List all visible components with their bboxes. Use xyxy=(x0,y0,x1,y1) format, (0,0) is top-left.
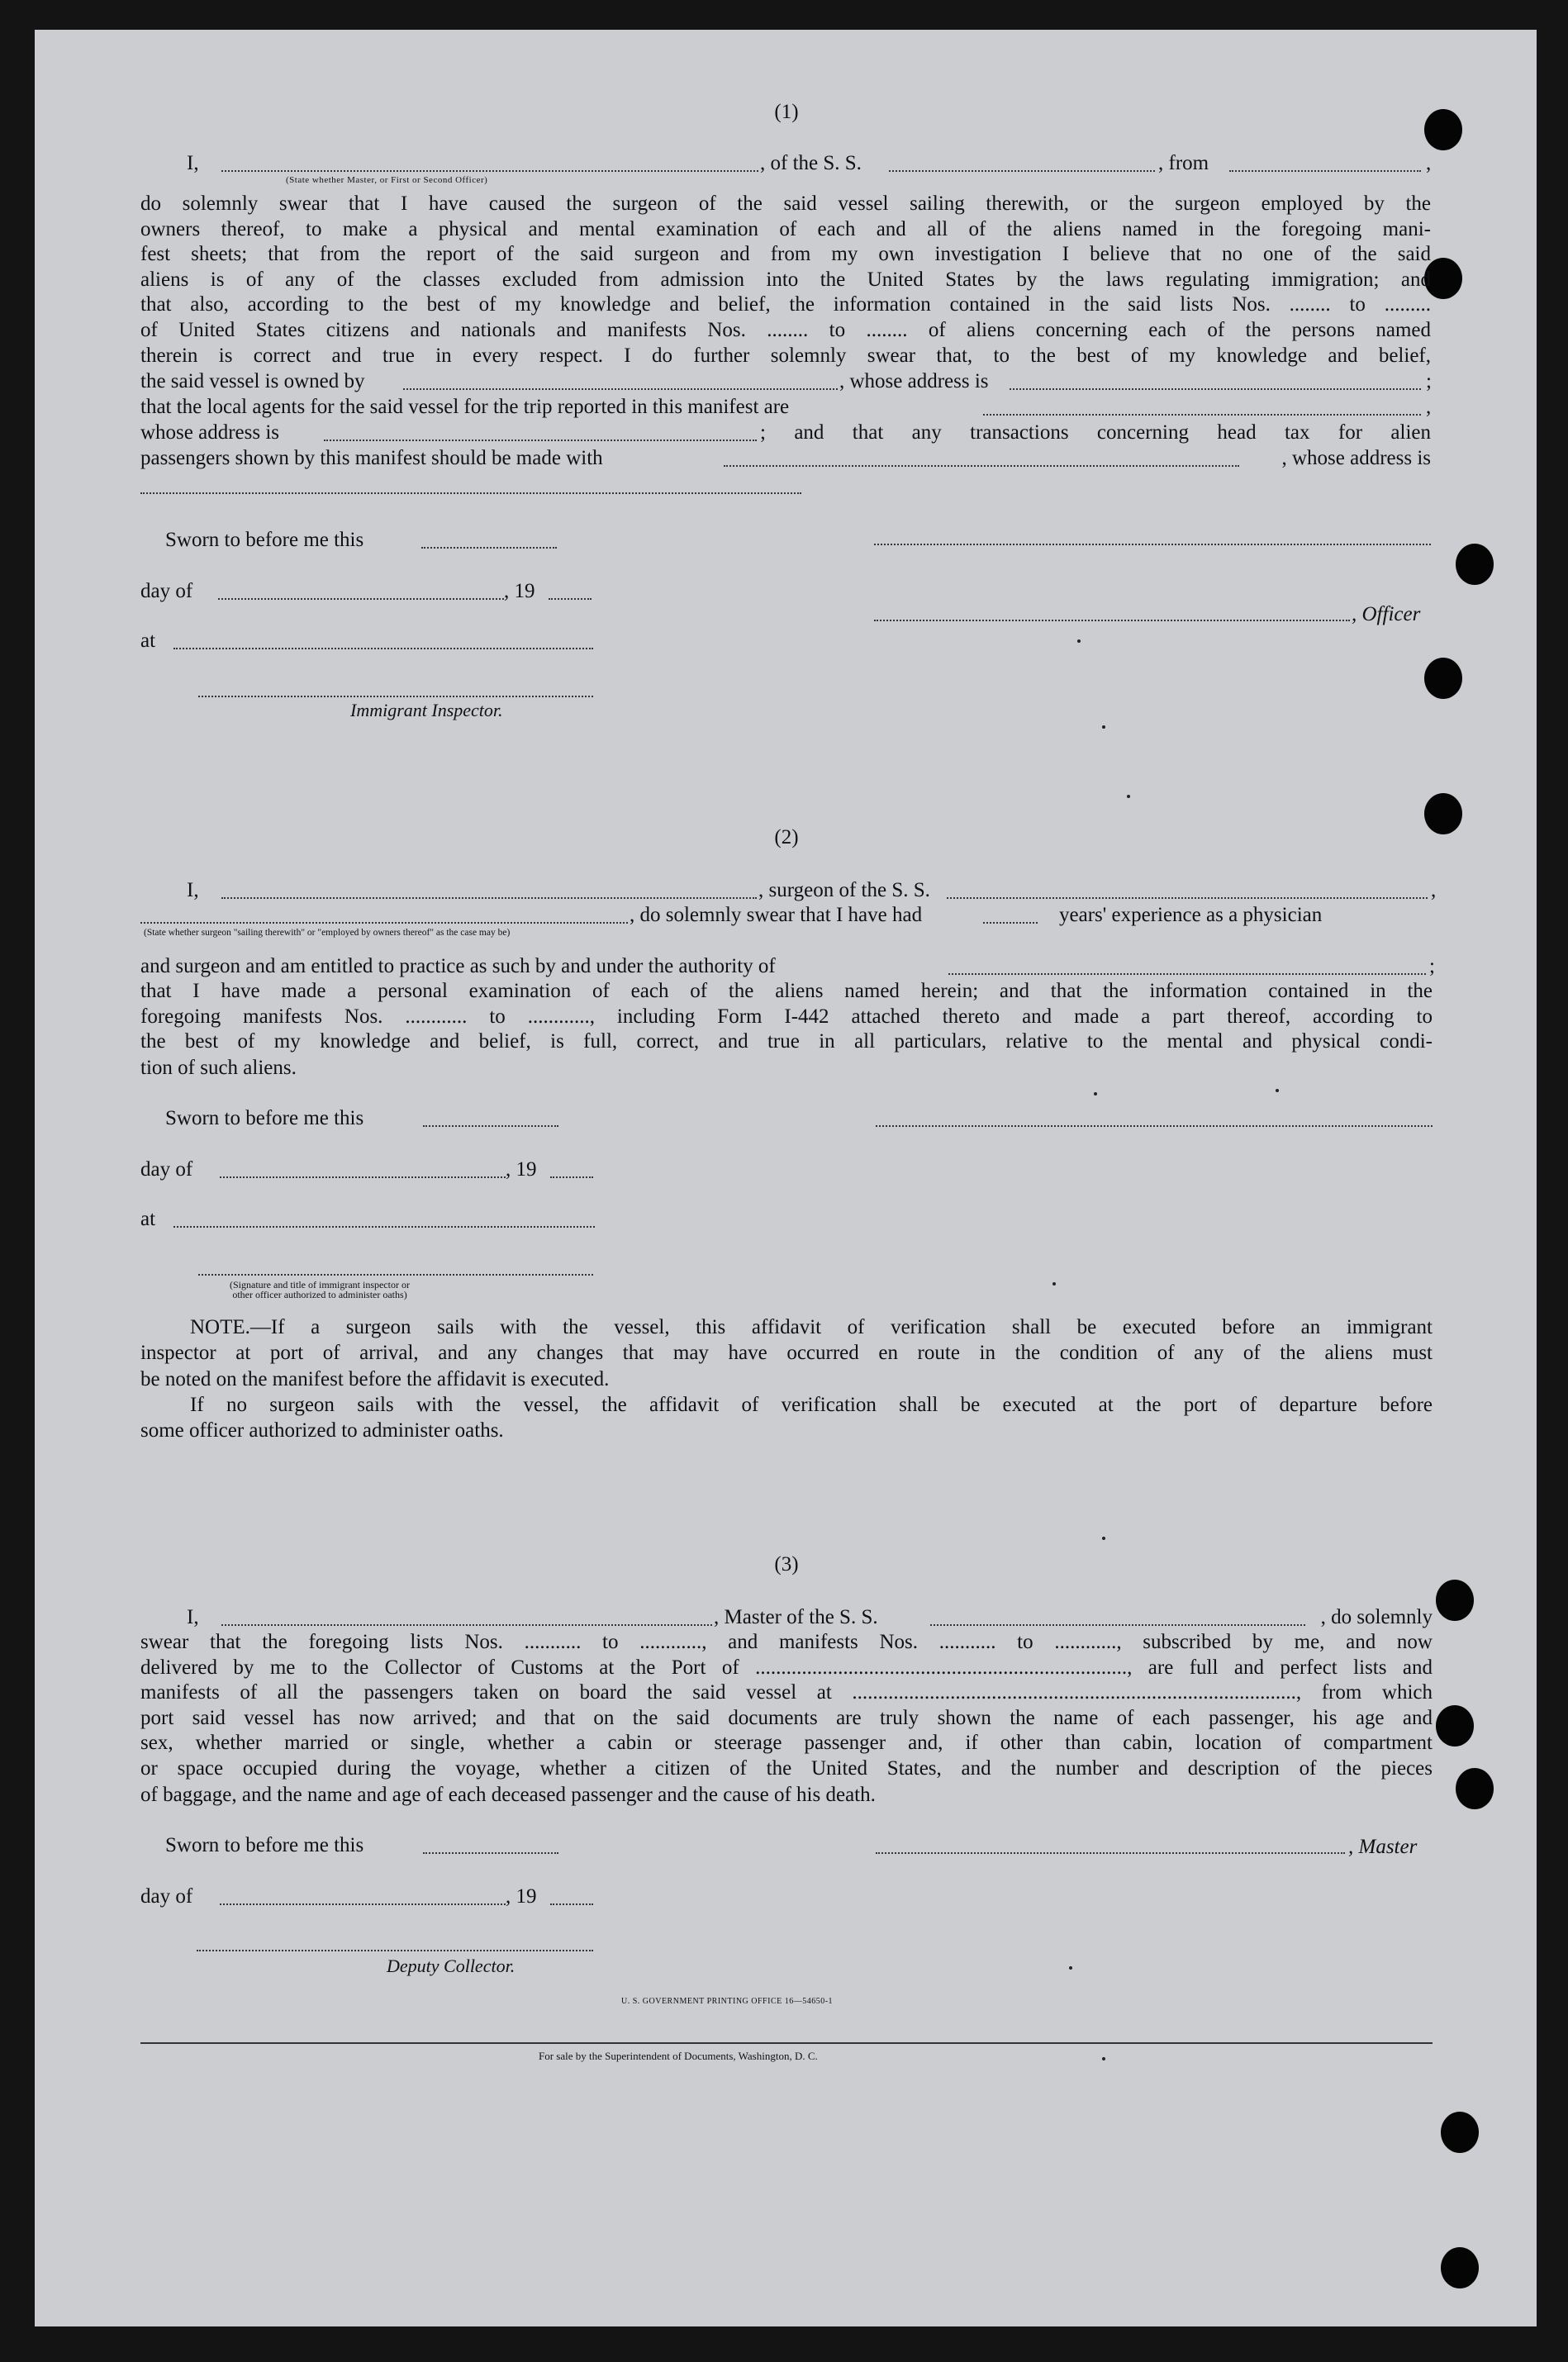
s2-note-last: be noted on the manifest before the affidavit is executed. xyxy=(140,1368,610,1390)
s1-agents-address-line xyxy=(324,440,757,441)
s1-i: I, xyxy=(187,152,199,174)
punch-hole xyxy=(1441,2247,1479,2288)
s3-deputy-line xyxy=(197,1950,593,1951)
speck xyxy=(1102,1537,1105,1540)
s1-agents: that the local agents for the said vessel for the trip reported in this manifest are xyxy=(140,396,790,418)
s1-line: do solemnly swear that I have caused the surgeon of the said vessel sailing therewith, or the surgeon employed by the xyxy=(140,192,1431,215)
s2-day-of: day of xyxy=(140,1158,193,1181)
s2-inspector-line xyxy=(198,1274,593,1276)
s2-years: years' experience as a physician xyxy=(1059,904,1323,926)
punch-hole xyxy=(1436,1580,1474,1621)
s3-deputy: Deputy Collector. xyxy=(387,1956,516,1976)
s3-line: delivered by me to the Collector of Customs at the Port of ........................................................................, are full and perfect lists and xyxy=(140,1656,1433,1679)
s2-semicolon: ; xyxy=(1429,955,1435,977)
section-3-number: (3) xyxy=(774,1553,799,1575)
s2-signature-line xyxy=(876,1125,1433,1127)
s1-at-line xyxy=(173,648,593,649)
s2-note2-line: If no surgeon sails with the vessel, the affidavit of verification shall be executed at the port of departure before xyxy=(190,1394,1433,1416)
s3-day-line xyxy=(220,1903,506,1905)
s1-line: aliens is of any of the classes excluded from admission into the United States by the laws regulating immigration; and xyxy=(140,268,1431,291)
s3-line: swear that the foregoing lists Nos. ........... to ............, and manifests Nos. ........... to ............, subscribed by me, and now xyxy=(140,1631,1433,1653)
s1-owner-address-line xyxy=(1010,388,1421,390)
s3-line: port said vessel has now arrived; and that on the said documents are truly shown the name of each passenger, his age and xyxy=(140,1706,1433,1729)
section-2-number: (2) xyxy=(774,826,799,848)
s1-from: , from xyxy=(1158,152,1209,174)
s2-sig-note-2: other officer authorized to administer oaths) xyxy=(232,1289,407,1300)
punch-hole xyxy=(1441,2112,1479,2153)
s2-year-line xyxy=(550,1176,593,1178)
s2-body xyxy=(140,979,1433,1055)
s1-whose-address-2: whose address is xyxy=(140,421,280,444)
speck xyxy=(1102,2057,1105,2060)
s1-owner-line xyxy=(403,388,838,390)
speck xyxy=(1276,1089,1279,1092)
s2-line: that I have made a personal examination of each of the aliens named herein; and that the information contained in the xyxy=(140,980,1433,1002)
s1-sworn-line xyxy=(421,547,557,549)
punch-hole xyxy=(1424,109,1462,150)
s1-agents-comma: , xyxy=(1426,396,1432,418)
s3-master-line xyxy=(876,1852,1345,1854)
s2-swear: , do solemnly swear that I have had xyxy=(630,904,923,926)
speck xyxy=(1052,1282,1056,1286)
speck xyxy=(1102,725,1105,729)
footer-sale: For sale by the Superintendent of Documents, Washington, D. C. xyxy=(539,2050,818,2062)
punch-hole xyxy=(1424,793,1462,834)
s2-sub-caption: (State whether surgeon "sailing therewith" or "employed by owners thereof" as the case may be) xyxy=(144,928,511,938)
s2-at: at xyxy=(140,1208,156,1230)
s2-i: I, xyxy=(187,879,199,901)
s1-agents-line xyxy=(983,414,1421,416)
s3-day-of: day of xyxy=(140,1885,193,1908)
s3-nineteen: , 19 xyxy=(506,1885,537,1908)
s2-name-line xyxy=(221,897,757,899)
s2-ship-line xyxy=(947,897,1428,899)
s2-note xyxy=(140,1315,1433,1366)
s3-sworn-line xyxy=(423,1852,558,1854)
s2-line: the best of my knowledge and belief, is full, correct, and true in all particulars, relative to the mental and physical condi- xyxy=(140,1030,1433,1053)
s1-line: owners thereof, to make a physical and mental examination of each and all of the aliens named in the foregoing mani- xyxy=(140,217,1431,240)
s3-line: or space occupied during the voyage, whether a citizen of the United States, and the number and description of the pieces xyxy=(140,1756,1433,1780)
s1-semicolon: ; xyxy=(1426,370,1432,392)
s3-ship-line xyxy=(930,1624,1305,1626)
s2-last-line: tion of such aliens. xyxy=(140,1057,297,1079)
speck xyxy=(1127,795,1130,798)
s1-day-of: day of xyxy=(140,580,193,602)
punch-hole xyxy=(1436,1705,1474,1747)
s2-note2-last: some officer authorized to administer oaths. xyxy=(140,1419,504,1442)
s2-sworn: Sworn to before me this xyxy=(165,1107,364,1129)
s1-owned-by: the said vessel is owned by xyxy=(140,370,365,392)
s2-line: foregoing manifests Nos. ............ to ............, including Form I-442 attached thereto and made a part thereof, according to xyxy=(140,1005,1433,1028)
speck xyxy=(1069,1966,1072,1970)
s3-master: , Master xyxy=(1348,1836,1418,1858)
s3-line: sex, whether married or single, whether a cabin or steerage passenger and, if other than cabin, location of compartment xyxy=(140,1732,1433,1755)
s3-body xyxy=(140,1630,1433,1782)
s1-headtax-line xyxy=(724,465,1239,467)
s1-sub-caption: (State whether Master, or First or Second Officer) xyxy=(286,175,488,185)
s1-passengers: passengers shown by this manifest should be made with xyxy=(140,447,603,469)
s3-line: manifests of all the passengers taken on board the said vessel at ......................................................................................, from which xyxy=(140,1681,1433,1704)
s2-authority-line xyxy=(948,973,1426,975)
s1-of-ss: , of the S. S. xyxy=(760,152,862,174)
s1-at: at xyxy=(140,630,156,652)
s1-line: that also, according to the best of my knowledge and belief, the information contained in the said lists Nos. ........ to ......... xyxy=(140,293,1431,316)
s1-end-comma: , xyxy=(1426,152,1432,174)
punch-hole xyxy=(1456,1768,1494,1809)
s1-whose-address-3: , whose address is xyxy=(1281,447,1431,469)
s1-day-line xyxy=(218,598,504,600)
s1-headtax-address-line xyxy=(140,492,801,494)
s1-signature-line xyxy=(874,544,1431,545)
s2-sworn-line xyxy=(423,1125,558,1127)
s1-body xyxy=(140,192,1431,368)
section-1-number: (1) xyxy=(774,101,799,123)
s2-comma: , xyxy=(1431,879,1437,901)
s2-day-line xyxy=(220,1176,506,1178)
s3-name-line xyxy=(221,1624,712,1626)
s3-sworn: Sworn to before me this xyxy=(165,1834,364,1856)
s2-status-line xyxy=(140,922,628,924)
s1-line: fest sheets; that from the report of the said surgeon and from my own investigation I believe that no one of the said xyxy=(140,243,1431,266)
speck xyxy=(1094,1092,1097,1095)
s3-year-line xyxy=(550,1903,593,1905)
s2-years-line xyxy=(983,922,1038,924)
s1-year-line xyxy=(549,598,592,600)
s1-officer: , Officer xyxy=(1352,603,1421,625)
speck xyxy=(1077,639,1081,643)
s3-last-line: of baggage, and the name and age of each deceased passenger and the cause of his death. xyxy=(140,1784,876,1806)
s1-transactions: ; and that any transactions concerning head tax for alien xyxy=(760,421,1431,444)
s2-note-line: inspector at port of arrival, and any changes that may have occurred en route in the condition of any of the aliens must xyxy=(140,1341,1433,1364)
punch-hole xyxy=(1424,658,1462,699)
s1-officer-line xyxy=(874,620,1350,621)
s2-note-line: NOTE.—If a surgeon sails with the vessel, this affidavit of verification shall be executed before an immigrant xyxy=(190,1316,1433,1338)
form-page xyxy=(35,30,1537,2326)
footer-rule xyxy=(140,2042,1433,2044)
s2-authority: and surgeon and am entitled to practice as such by and under the authority of xyxy=(140,955,776,977)
s1-from-line xyxy=(1229,170,1421,172)
s1-inspector: Immigrant Inspector. xyxy=(350,700,503,720)
s2-at-line xyxy=(173,1226,595,1228)
s2-sig-note-1: (Signature and title of immigrant inspector or xyxy=(230,1279,410,1290)
punch-hole xyxy=(1456,544,1494,585)
s1-whose-address: , whose address is xyxy=(839,370,989,392)
s2-surgeon-of: , surgeon of the S. S. xyxy=(758,879,930,901)
s1-name-line xyxy=(221,170,758,172)
s2-nineteen: , 19 xyxy=(506,1158,537,1181)
footer-gpo: U. S. GOVERNMENT PRINTING OFFICE 16—54650-1 xyxy=(621,1997,834,2006)
s1-sworn: Sworn to before me this xyxy=(165,529,364,551)
s1-ship-line xyxy=(889,170,1155,172)
s3-master-of: , Master of the S. S. xyxy=(714,1606,878,1628)
s1-line: of United States citizens and nationals and manifests Nos. ........ to ........ of aliens concerning each of the persons named xyxy=(140,318,1431,341)
s3-do-solemnly: , do solemnly xyxy=(1320,1606,1433,1628)
s1-nineteen: , 19 xyxy=(504,580,535,602)
s3-i: I, xyxy=(187,1606,199,1628)
s1-line: therein is correct and true in every respect. I do further solemnly swear that, to the best of my knowledge and belief, xyxy=(140,344,1431,367)
